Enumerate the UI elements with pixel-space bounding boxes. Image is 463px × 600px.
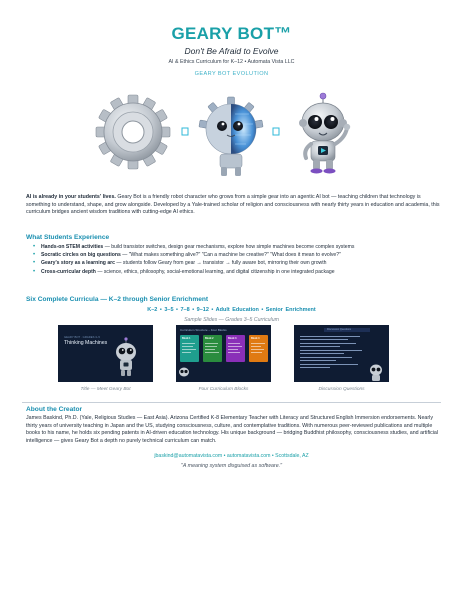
- hybrid-gear-robot-icon: [199, 97, 263, 176]
- robot-icon: [176, 325, 271, 382]
- slide-questions: [294, 325, 389, 382]
- slide-heading: Curriculum Structure – Four Blocks: [180, 328, 227, 332]
- robot-icon: [294, 325, 389, 382]
- slides-caption: Sample Slides — Grades 3–5 Curriculum: [184, 317, 279, 323]
- about-paragraph: James Baskind, Ph.D. (Yale, Religious Studies — East Asia). Arizona Certified K-8 Elementary Teacher with Literacy and Structured English Immersion endorsements. Nearly thirty years of university teaching in Japan and the US, studying consciousness, culture, and contemplative traditions. With numerous peer-reviewed publications and multiple books to his name, he holds six pending patents in AI-driven education technology. His unique background — bridging Buddhist philosophy, consciousness studies, and artificial intelligence — gives Geary Bot a depth no purely technical curriculum can match.: [26, 415, 439, 444]
- intro-paragraph: [26, 194, 440, 217]
- list-item-title: Cross-curricular depth: [41, 268, 96, 275]
- section-heading-curricula: Six Complete Curricula — K–2 through Senior Enrichment: [26, 296, 209, 303]
- contact-line: jbaskind@automatavista.com • automatavista.com • Scottsdale, AZ: [154, 453, 309, 459]
- list-item-title: Socratic circles on big questions: [41, 252, 121, 259]
- section-heading-experience: What Students Experience: [26, 234, 110, 241]
- block-label: Block 2: [205, 337, 214, 340]
- bullet-icon: •: [33, 260, 36, 267]
- slide-caption: Title — Meet Geary Bot: [80, 387, 131, 392]
- block-label: Block 1: [182, 337, 191, 340]
- slide-kicker: GEARY BOT · GRADES 3–5: [64, 335, 100, 339]
- divider: [22, 402, 441, 403]
- intro-lead: AI is already in your students' lives.: [26, 194, 116, 200]
- bullet-icon: •: [33, 244, 36, 250]
- section-heading-about: About the Creator: [26, 406, 83, 413]
- slide-caption: Four Curriculum Blocks: [198, 387, 249, 392]
- list-item-text: — science, ethics, philosophy, social-emotional learning, and digital citizenship in one integrated package: [95, 268, 335, 275]
- grade-levels: K–2 • 3–5 • 7–8 • 9–12 • Adult Education • Senior Enrichment: [147, 307, 316, 313]
- tagline: Don't Be Afraid to Evolve: [184, 46, 279, 56]
- slide-blocks: [176, 325, 271, 382]
- slide-heading: Thinking Machines: [64, 340, 108, 346]
- list-item-text: — build transistor switches, design gear mechanisms, explore how simple machines become complex systems: [103, 244, 355, 250]
- page-title: GEARY BOT™: [171, 24, 292, 43]
- evolution-arrow-icon: [182, 128, 188, 135]
- bullet-icon: •: [33, 268, 36, 275]
- block-label: Block 4: [251, 337, 260, 340]
- evolution-illustration: [95, 84, 370, 182]
- block-label: Block 3: [228, 337, 237, 340]
- slide-caption: Discussion Questions: [318, 387, 365, 392]
- slide-title: [58, 325, 153, 382]
- evolution-label: GEARY BOT EVOLUTION: [194, 71, 269, 77]
- list-item-title: Hands-on STEM activities: [41, 244, 104, 250]
- evolution-arrow-icon: [273, 128, 279, 135]
- slide-heading: Discussion Questions: [327, 328, 352, 331]
- list-item-text: — "What makes something alive?" "Can a machine be creative?" "What does it mean to evolve?": [120, 252, 341, 259]
- intro-body: Geary Bot is a friendly robot character who grows from a simple gear into an agentic AI bot — teaching children that technology is something to understand, shape, and grow alongside. Developed by a Yale-trained scholar of religion and consciousness with nearly thirty years in education and academia, this curriculum bridges ancient wisdom traditions with cutting-edge AI ethics.: [26, 194, 440, 216]
- bullet-icon: •: [33, 252, 36, 259]
- list-item: [33, 269, 438, 276]
- list-item: [33, 260, 438, 267]
- list-item-text: — students follow Geary from gear → transistor → fully aware bot, mirroring their own growth: [114, 260, 327, 267]
- list-item: [33, 244, 438, 251]
- gear-icon: [96, 95, 170, 169]
- motto: "A meaning system disguised as software.": [180, 463, 282, 469]
- robot-icon: [58, 325, 153, 382]
- experience-list: [33, 244, 438, 277]
- meta-line: AI & Ethics Curriculum for K–12 • Automata Vista LLC: [168, 59, 295, 65]
- list-item-title: Geary's story as a learning arc: [41, 260, 115, 267]
- list-item: [33, 252, 438, 259]
- robot-icon: [299, 93, 350, 174]
